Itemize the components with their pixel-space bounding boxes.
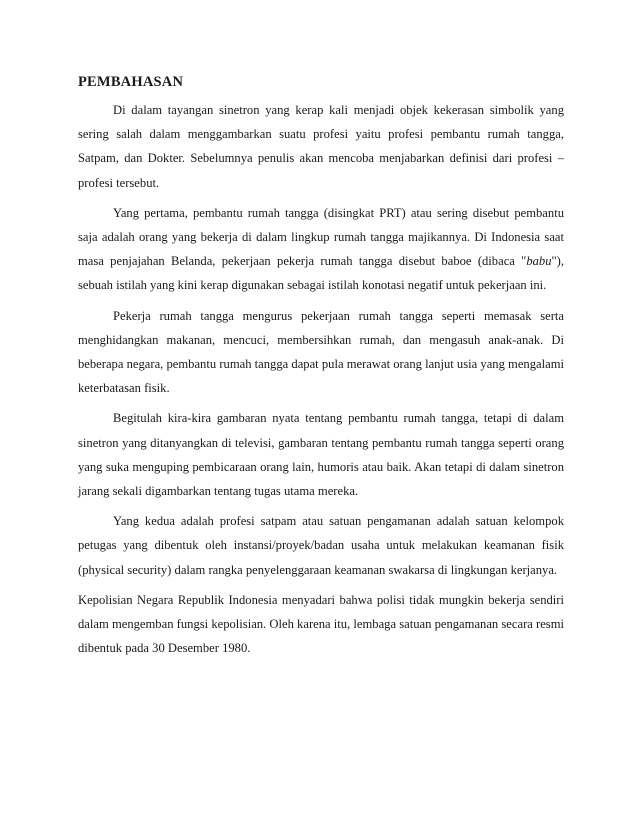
paragraph-prt-definition — [78, 201, 564, 298]
document-body — [78, 72, 564, 666]
paragraph-kepolisian: Kepolisian Negara Republik Indonesia menyadari bahwa polisi tidak mungkin bekerja sendiri dalam mengemban fungsi kepolisian. Oleh karena itu, lembaga satuan pengamanan secara resmi dibentuk pada 30 Desember 1980. — [78, 592, 564, 656]
paragraph-prt-text-before: Yang pertama, pembantu rumah tangga (disingkat PRT) atau sering disebut pembantu saja adalah orang yang bekerja di dalam lingkup rumah tangga majikannya. Di Indonesia saat masa penjajahan Belanda, pekerjaan pekerja rumah tangga disebut baboe (dibaca " — [78, 205, 564, 269]
paragraph-prt-text-after: "), sebuah istilah yang kini kerap digunakan sebagai istilah konotasi negatif untuk pekerjaan ini. — [78, 254, 564, 293]
paragraph-prt-sinetron: Begitulah kira-kira gambaran nyata tentang pembantu rumah tangga, tetapi di dalam sinetron yang ditanyangkan di televisi, gambaran tentang pembantu rumah tangga seperti orang yang suka menguping pembicaraan orang lain, humoris atau baik. Akan tetapi di dalam sinetron jarang sekali digambarkan tentang tugas utama mereka. — [78, 411, 564, 499]
section-heading: PEMBAHASAN — [78, 74, 184, 90]
paragraph-prt-duties: Pekerja rumah tangga mengurus pekerjaan rumah tangga seperti memasak serta menghidangkan makanan, mencuci, membersihkan rumah, dan mengasuh anak-anak. Di beberapa negara, pembantu rumah tangga dapat pula merawat orang lanjut usia yang mengalami keterbatasan fisik. — [78, 308, 564, 396]
paragraph-prt-italic-term: babu — [526, 254, 552, 269]
paragraph-satpam-definition: Yang kedua adalah profesi satpam atau satuan pengamanan adalah satuan kelompok petugas yang dibentuk oleh instansi/proyek/badan usaha untuk melakukan keamanan fisik (physical security) dalam rangka penyelenggaraan keamanan swakarsa di lingkungan kerjanya. — [78, 514, 564, 577]
paragraph-intro: Di dalam tayangan sinetron yang kerap kali menjadi objek kekerasan simbolik yang sering salah dalam menggambarkan suatu profesi yaitu profesi pembantu rumah tangga, Satpam, dan Dokter. Sebelumnya penulis akan mencoba menjabarkan definisi dari profesi – profesi tersebut. — [78, 103, 564, 190]
